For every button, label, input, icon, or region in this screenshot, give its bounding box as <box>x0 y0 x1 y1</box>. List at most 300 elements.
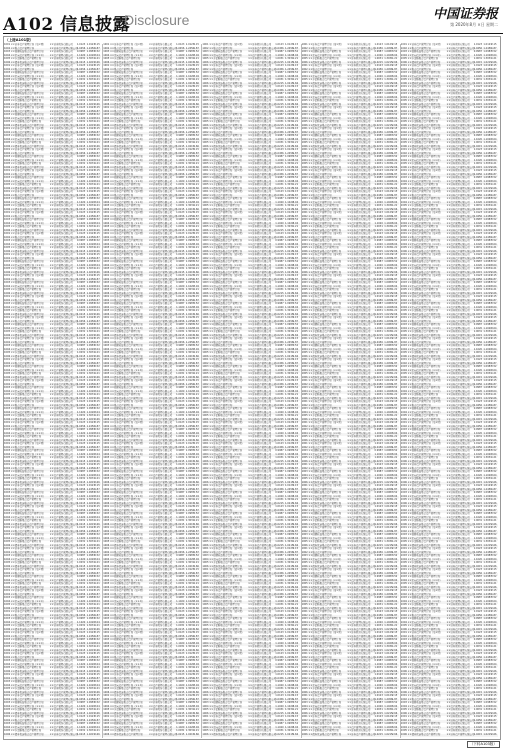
table-cell: ××证券股份有限公司 <box>50 443 77 446</box>
table-cell: ××资产管理有限公司 <box>347 223 374 226</box>
table-cell: ××证券股份有限公司 <box>50 268 77 271</box>
table-cell: 1005 <box>302 226 308 229</box>
table-cell: 1.1020 <box>285 475 292 478</box>
table-cell: 2.66 <box>293 356 299 359</box>
table-cell: ××定向资产管理计划（××号） <box>209 97 247 100</box>
table-cell: ××证券股份有限公司 <box>149 100 176 103</box>
table-cell: 2.66 <box>194 650 200 653</box>
table-cell: ××定向资产管理计划（××号） <box>209 685 247 688</box>
table-cell: ××证券资产管理计划（第×期） <box>110 674 148 677</box>
table-cell: 1.0123 <box>384 212 391 215</box>
table-cell: 1006 <box>4 713 10 716</box>
table-cell: ××定向资产管理计划（××号） <box>308 391 346 394</box>
table-cell: ××证券资产管理有限公司 <box>149 594 176 597</box>
table-cell: ××证券股份有限公司 <box>50 156 77 159</box>
table-cell: 1002 <box>103 90 109 93</box>
table-cell: ××证券资产管理有限公司 <box>149 699 176 702</box>
table-cell: 2.66 <box>194 146 200 149</box>
table-cell: ××债券优选集合资产管理计划 <box>209 629 247 632</box>
table-cell: ××证券资产管理计划（第×期） <box>308 338 346 341</box>
table-cell: 1004 <box>103 475 109 478</box>
table-cell: 1.2456 <box>384 258 391 261</box>
table-cell: 1.0215 <box>87 188 94 191</box>
table-cell: 1.87 <box>94 216 100 219</box>
table-cell: ××证券股份有限公司 <box>248 702 275 705</box>
table-cell: 1.1020 <box>87 202 94 205</box>
table-cell: 1002 <box>103 48 109 51</box>
table-cell: 1.0123 <box>176 128 185 131</box>
table-cell: ××资产管理有限公司 <box>248 433 275 436</box>
table-cell: ××证券股份有限公司 <box>347 338 374 341</box>
table-cell: 0.52 <box>392 51 398 54</box>
table-cell: 1006 <box>4 692 10 695</box>
table-cell: 2.15 <box>194 65 200 68</box>
table-cell: ××资产管理有限公司 <box>50 538 77 541</box>
table-cell: 3.04 <box>293 727 299 730</box>
table-cell: 1.0031 <box>275 457 284 460</box>
table-cell: ××债券优选集合资产管理计划 <box>209 524 247 527</box>
table-cell: 1.87 <box>94 279 100 282</box>
table-cell: ××定向资产管理计划（××号） <box>308 433 346 436</box>
table-cell: 2.15 <box>392 359 398 362</box>
table-cell: ××证券资产管理计划（第×期） <box>209 296 247 299</box>
table-cell: 1.1020 <box>87 97 94 100</box>
table-cell: 1.0123 <box>384 338 391 341</box>
table-cell: 2.15 <box>392 128 398 131</box>
table-cell: 1001 <box>202 527 208 530</box>
table-cell: 2.66 <box>293 545 299 548</box>
table-cell: 1.21 <box>194 142 200 145</box>
table-cell: ××集合资产管理计划 <box>11 174 49 177</box>
table-cell: ××集合资产管理计划 <box>209 195 247 198</box>
table-cell: ××集合资产管理计划 <box>11 111 49 114</box>
table-cell: 1.3031 <box>285 541 292 544</box>
table-cell: 0.52 <box>293 135 299 138</box>
table-cell: ××证券资产管理计划（第×期） <box>209 254 247 257</box>
table-cell: ××资产管理有限公司 <box>248 307 275 310</box>
table-cell: 0.52 <box>392 324 398 327</box>
table-cell: ××证券股份有限公司 <box>248 366 275 369</box>
table-cell: 0.9987 <box>275 72 284 75</box>
table-cell: 1.1020 <box>374 244 383 247</box>
table-cell: 1.0215 <box>186 293 193 296</box>
table-cell: 1006 <box>202 104 208 107</box>
table-cell: 1.0215 <box>176 419 185 422</box>
table-cell: 1004 <box>103 433 109 436</box>
table-cell: ××证券股份有限公司 <box>248 555 275 558</box>
table-cell: 1001 <box>202 65 208 68</box>
table-cell: ××债券优选集合资产管理计划 <box>110 461 148 464</box>
table-cell: 1003 <box>202 513 208 516</box>
table-cell: 1006 <box>202 230 208 233</box>
table-cell: ××证券股份有限公司 <box>347 282 374 285</box>
table-cell: ××证券股份有限公司 <box>149 562 176 565</box>
table-cell: 2.15 <box>293 422 299 425</box>
table-cell: 1.87 <box>94 426 100 429</box>
table-cell: 1.0456 <box>374 237 383 240</box>
table-cell: ××债券优选集合资产管理计划 <box>110 335 148 338</box>
table-cell: 1.1020 <box>285 139 292 142</box>
table-cell: 1.0031 <box>176 499 185 502</box>
table-cell: ××证券股份有限公司 <box>248 716 275 719</box>
table-cell: 1.2456 <box>285 678 292 681</box>
table-cell: ××定向资产管理计划（××号） <box>110 622 148 625</box>
table-cell: 2.15 <box>94 401 100 404</box>
table-cell: 1006 <box>4 62 10 65</box>
table-cell: 1.1020 <box>176 328 185 331</box>
table-cell: ××稳健收益集合资产管理计划 <box>110 303 148 306</box>
table-cell: 2.15 <box>392 401 398 404</box>
table-cell: 1.0123 <box>186 653 193 656</box>
table-cell: 1005 <box>202 58 208 61</box>
table-cell: ××证券股份有限公司 <box>149 541 176 544</box>
table-cell: 1.0456 <box>275 405 284 408</box>
table-cell: 0.9987 <box>275 240 284 243</box>
table-cell: ××集合资产管理计划 <box>11 342 49 345</box>
table-cell: 1001 <box>302 317 308 320</box>
table-cell: 2.15 <box>194 191 200 194</box>
table-cell: 1.0031 <box>77 562 86 565</box>
table-cell: 1.0031 <box>77 667 86 670</box>
dateline: 第 2020年8月 ×日 星期二 <box>450 22 498 28</box>
table-cell: 1006 <box>4 461 10 464</box>
table-cell: 0.9987 <box>176 72 185 75</box>
table-cell: ××证券资产管理有限公司 <box>248 657 275 660</box>
table-cell: 1004 <box>202 160 208 163</box>
table-cell: ××稳健收益集合资产管理计划 <box>110 219 148 222</box>
table-cell: 1003 <box>302 303 308 306</box>
table-cell: 1.0031 <box>374 121 383 124</box>
table-cell: ××证券资产管理有限公司 <box>347 216 374 219</box>
table-cell: 1.87 <box>293 426 299 429</box>
table-cell: 1.87 <box>293 90 299 93</box>
table-cell: 1.0987 <box>285 261 292 264</box>
table-cell: 1.0215 <box>176 671 185 674</box>
table-cell: ××证券资产管理有限公司 <box>50 209 77 212</box>
table-cell: 0.52 <box>392 261 398 264</box>
table-cell: 1.21 <box>194 331 200 334</box>
table-cell: ××稳健收益集合资产管理计划 <box>11 282 49 285</box>
table-cell: 3.04 <box>94 727 100 730</box>
table-cell: ××证券股份有限公司 <box>50 289 77 292</box>
table-cell: 3.04 <box>392 349 398 352</box>
table-cell: 1.0031 <box>275 499 284 502</box>
table-cell: 2.66 <box>392 230 398 233</box>
table-cell: ××证券资产管理有限公司 <box>50 83 77 86</box>
table-cell: 1004 <box>103 97 109 100</box>
table-cell: 1006 <box>4 356 10 359</box>
table-cell: 1.1020 <box>176 223 185 226</box>
table-cell: 1.0215 <box>77 440 86 443</box>
table-cell: ××债券优选集合资产管理计划 <box>209 692 247 695</box>
table-cell: 1003 <box>202 702 208 705</box>
table-cell: 0.9987 <box>77 114 86 117</box>
table-cell: ××定向资产管理计划（××号） <box>209 55 247 58</box>
table-cell: 1.0031 <box>275 142 284 145</box>
table-cell: 3.04 <box>194 76 200 79</box>
table-cell: 1.1020 <box>285 727 292 730</box>
table-cell: 1.0987 <box>87 156 94 159</box>
table-cell: ××债券优选集合资产管理计划 <box>11 545 49 548</box>
table-cell: 1.87 <box>94 132 100 135</box>
table-cell: 1.0215 <box>275 188 284 191</box>
table-cell: 1.0123 <box>77 401 86 404</box>
table-cell: 0.52 <box>194 303 200 306</box>
table-cell: 1005 <box>4 79 10 82</box>
table-cell: 0.9987 <box>275 135 284 138</box>
table-cell: 0.52 <box>94 324 100 327</box>
table-cell: 1002 <box>103 573 109 576</box>
table-cell: 1.21 <box>392 352 398 355</box>
table-cell: 1.87 <box>392 405 398 408</box>
table-cell: ××债券优选集合资产管理计划 <box>110 230 148 233</box>
table-cell: 1.0215 <box>176 398 185 401</box>
table-cell: ××债券优选集合资产管理计划 <box>11 209 49 212</box>
table-cell: ××定向资产管理计划（××号） <box>11 181 49 184</box>
table-cell: 1001 <box>103 527 109 530</box>
table-cell: ××定向资产管理计划（××号） <box>209 76 247 79</box>
table-cell: 1.0215 <box>186 230 193 233</box>
table-cell: 2.66 <box>194 314 200 317</box>
table-cell: ××资产管理有限公司 <box>347 139 374 142</box>
table-cell: ××证券股份有限公司 <box>347 345 374 348</box>
table-cell: 2.66 <box>293 587 299 590</box>
table-cell: ××证券资产管理有限公司 <box>149 104 176 107</box>
table-cell: 1005 <box>4 142 10 145</box>
table-cell: 1.87 <box>392 426 398 429</box>
table-cell: ××证券资产管理有限公司 <box>149 48 176 51</box>
table-cell: 1001 <box>4 674 10 677</box>
table-cell: 1.0031 <box>374 163 383 166</box>
table-cell: 1.1020 <box>186 139 193 142</box>
table-cell: 1005 <box>4 415 10 418</box>
table-cell: 1004 <box>4 538 10 541</box>
table-cell: ××稳健收益集合资产管理计划 <box>110 261 148 264</box>
table-cell: 1.0987 <box>186 450 193 453</box>
table-cell: ××证券资产管理计划（第×期） <box>110 401 148 404</box>
table-cell: 1.0215 <box>186 629 193 632</box>
table-cell: 1.0215 <box>186 335 193 338</box>
table-cell: ××证券股份有限公司 <box>248 107 275 110</box>
table-cell: 1.87 <box>194 615 200 618</box>
table-cell: 1005 <box>4 583 10 586</box>
table-cell: ××集合资产管理计划 <box>110 447 148 450</box>
table-cell: ××证券股份有限公司 <box>50 653 77 656</box>
table-cell: 1.0215 <box>275 482 284 485</box>
table-cell: 1001 <box>202 443 208 446</box>
table-cell: 1.87 <box>392 90 398 93</box>
table-cell: 1.1020 <box>186 727 193 730</box>
table-cell: ××定向资产管理计划（××号） <box>11 685 49 688</box>
table-cell: ××证券股份有限公司 <box>50 730 77 733</box>
table-cell: 1003 <box>202 408 208 411</box>
table-cell: 2.66 <box>293 713 299 716</box>
table-cell: 1.2456 <box>186 111 193 114</box>
table-cell: ××资产管理有限公司 <box>50 139 77 142</box>
table-cell: 1.1020 <box>77 475 86 478</box>
table-cell: ××证券股份有限公司 <box>149 240 176 243</box>
table-cell: 1003 <box>4 303 10 306</box>
table-cell: 1.87 <box>94 405 100 408</box>
table-cell: 1004 <box>103 538 109 541</box>
table-cell: 1.87 <box>194 69 200 72</box>
table-cell: 1.21 <box>293 415 299 418</box>
table-cell: ××证券股份有限公司 <box>149 576 176 579</box>
table-cell: 1.3031 <box>87 709 94 712</box>
table-cell: 2.15 <box>194 653 200 656</box>
table-cell: 1.0123 <box>275 695 284 698</box>
table-cell: ××稳健收益集合资产管理计划 <box>308 114 346 117</box>
table-cell: 1001 <box>302 401 308 404</box>
table-cell: 1.1020 <box>275 601 284 604</box>
table-cell: ××证券股份有限公司 <box>149 142 176 145</box>
table-cell: 1002 <box>4 279 10 282</box>
table-cell: ××稳健收益集合资产管理计划 <box>11 660 49 663</box>
table-cell: 1002 <box>302 279 308 282</box>
table-cell: ××多策略集合资产管理计划 <box>209 184 247 187</box>
table-cell: ××债券优选集合资产管理计划 <box>110 440 148 443</box>
table-cell: ××证券股份有限公司 <box>50 401 77 404</box>
table-cell: ××稳健收益集合资产管理计划 <box>110 702 148 705</box>
table-cell: 1002 <box>4 132 10 135</box>
table-cell: 1.0123 <box>374 422 383 425</box>
table-cell: 0.9987 <box>275 177 284 180</box>
table-cell: 1002 <box>4 195 10 198</box>
table-cell: 1.0123 <box>285 86 292 89</box>
table-cell: 1.0031 <box>176 58 185 61</box>
table-cell: 1.2456 <box>384 195 391 198</box>
table-cell: 1.87 <box>94 342 100 345</box>
table-cell: 2.66 <box>392 83 398 86</box>
table-cell: 1002 <box>302 405 308 408</box>
table-cell: 3.04 <box>293 76 299 79</box>
table-cell: 1005 <box>103 415 109 418</box>
table-cell: 1002 <box>4 657 10 660</box>
table-cell: ××证券股份有限公司 <box>149 730 176 733</box>
table-cell: 1.2456 <box>285 321 292 324</box>
table-cell: ××证券股份有限公司 <box>149 128 176 131</box>
table-cell: ××多策略集合资产管理计划 <box>209 520 247 523</box>
table-cell: 1.0215 <box>176 146 185 149</box>
table-cell: 1.21 <box>293 457 299 460</box>
table-cell: ××证券股份有限公司 <box>347 163 374 166</box>
table-cell: ××集合资产管理计划 <box>110 615 148 618</box>
table-cell: 1.3031 <box>384 352 391 355</box>
table-cell: 1.2456 <box>285 636 292 639</box>
table-cell: 1.0123 <box>374 149 383 152</box>
table-cell: 0.52 <box>293 597 299 600</box>
table-cell: ××债券优选集合资产管理计划 <box>110 692 148 695</box>
table-cell: 1003 <box>302 177 308 180</box>
table-cell: ××证券资产管理有限公司 <box>50 363 77 366</box>
table-cell: ××证券资产管理计划（第×期） <box>209 443 247 446</box>
table-cell: ××证券资产管理计划（第×期） <box>308 296 346 299</box>
table-cell: ××证券资产管理有限公司 <box>347 440 374 443</box>
table-cell: 1.0123 <box>176 212 185 215</box>
table-cell: 2.66 <box>94 251 100 254</box>
table-cell: ××多策略集合资产管理计划 <box>308 205 346 208</box>
table-cell: 1001 <box>4 632 10 635</box>
table-cell: ××资产管理有限公司 <box>149 454 176 457</box>
table-cell: 1.0215 <box>87 671 94 674</box>
table-cell: 1006 <box>103 293 109 296</box>
table-cell: ××集合资产管理计划 <box>209 111 247 114</box>
table-cell: ××证券资产管理有限公司 <box>149 657 176 660</box>
table-cell: 1.21 <box>392 163 398 166</box>
table-cell: 1.0215 <box>384 251 391 254</box>
table-row <box>4 734 101 738</box>
table-cell: 2.15 <box>392 233 398 236</box>
table-cell: 1.0215 <box>176 209 185 212</box>
table-cell: 1.87 <box>194 111 200 114</box>
table-cell: 1.87 <box>392 153 398 156</box>
table-cell: 1005 <box>103 268 109 271</box>
table-cell: 1001 <box>202 695 208 698</box>
table-cell: 1.0215 <box>87 419 94 422</box>
table-cell: 1.0123 <box>374 443 383 446</box>
table-cell: 1.1020 <box>176 433 185 436</box>
table-cell: 1.0123 <box>275 254 284 257</box>
table-cell: ××多策略集合资产管理计划 <box>308 331 346 334</box>
table-cell: 1004 <box>302 118 308 121</box>
table-cell: ××证券资产管理计划（第×期） <box>209 128 247 131</box>
table-cell: 1006 <box>4 83 10 86</box>
table-cell: 1002 <box>4 174 10 177</box>
table-cell: 0.9987 <box>77 471 86 474</box>
table-cell: ××集合资产管理计划 <box>308 195 346 198</box>
table-cell: 1003 <box>4 177 10 180</box>
table-cell: ××证券资产管理有限公司 <box>149 195 176 198</box>
table-cell: ××多策略集合资产管理计划 <box>209 709 247 712</box>
table-cell: ××证券股份有限公司 <box>50 219 77 222</box>
table-cell: 1.0987 <box>186 429 193 432</box>
table-cell: ××证券资产管理计划（第×期） <box>308 149 346 152</box>
table-cell: 1005 <box>4 709 10 712</box>
table-cell: 1002 <box>4 216 10 219</box>
table-cell: ××债券优选集合资产管理计划 <box>209 482 247 485</box>
table-cell: ××稳健收益集合资产管理计划 <box>308 387 346 390</box>
table-cell: 2.15 <box>392 212 398 215</box>
table-cell: 1005 <box>103 184 109 187</box>
table-cell: 1.0987 <box>384 156 391 159</box>
table-cell: 1.0123 <box>275 86 284 89</box>
table-cell: 1.0031 <box>77 205 86 208</box>
table-cell: ××证券资产管理有限公司 <box>149 258 176 261</box>
table-cell: 1.87 <box>392 195 398 198</box>
table-cell: ××证券资产管理有限公司 <box>149 629 176 632</box>
table-cell: ××证券股份有限公司 <box>149 436 176 439</box>
table-cell: ××证券资产管理计划（第×期） <box>110 380 148 383</box>
table-cell: ××稳健收益集合资产管理计划 <box>110 366 148 369</box>
table-cell: ××证券股份有限公司 <box>347 303 374 306</box>
table-cell: 1.2456 <box>285 300 292 303</box>
table-cell: ××证券资产管理计划（第×期） <box>110 359 148 362</box>
table-cell: 1.3031 <box>186 415 193 418</box>
table-cell: 1.1020 <box>186 412 193 415</box>
table-cell: 1.0123 <box>77 212 86 215</box>
table-cell: 1.2456 <box>285 48 292 51</box>
table-cell: 0.9987 <box>374 282 383 285</box>
table-cell: 1.0215 <box>275 125 284 128</box>
table-cell: 1.1020 <box>77 223 86 226</box>
table-cell: ××证券资产管理有限公司 <box>149 573 176 576</box>
table-cell: 1001 <box>4 485 10 488</box>
table-cell: ××证券股份有限公司 <box>149 338 176 341</box>
table-cell: ××证券资产管理有限公司 <box>50 251 77 254</box>
table-cell: 1.0987 <box>186 240 193 243</box>
table-cell: 0.9987 <box>275 681 284 684</box>
table-cell: ××证券资产管理计划（第×期） <box>11 401 49 404</box>
